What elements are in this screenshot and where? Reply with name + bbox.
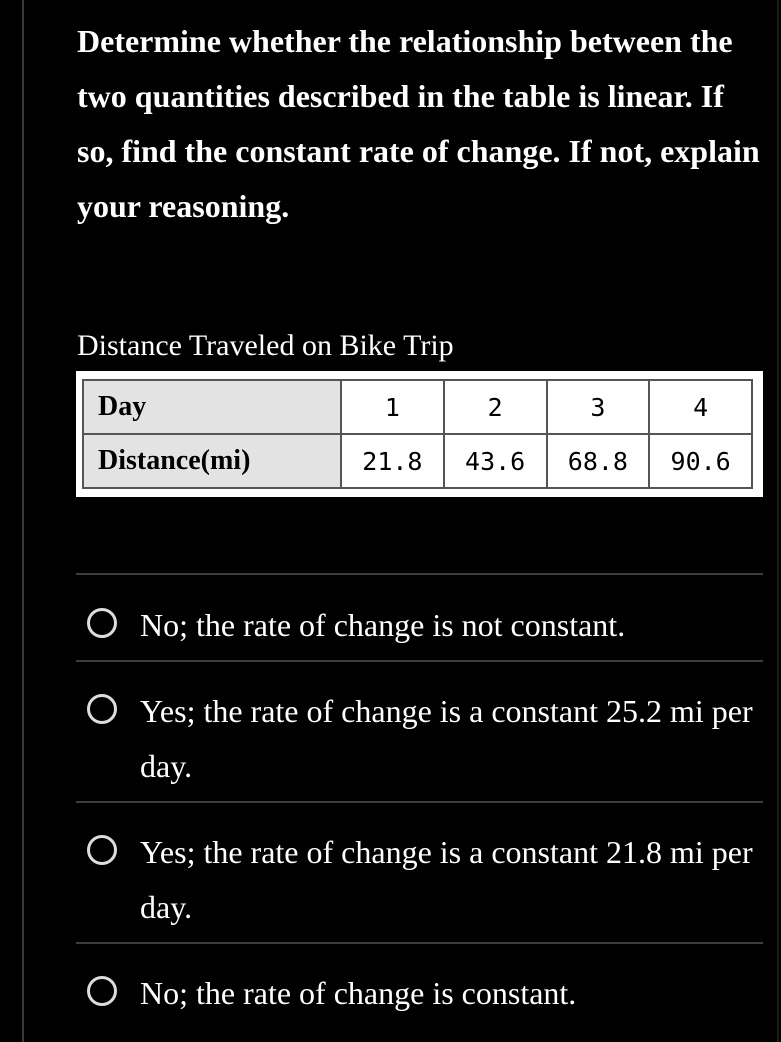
right-border bbox=[777, 0, 779, 1042]
divider bbox=[76, 801, 763, 803]
answer-option-1[interactable] bbox=[86, 598, 766, 656]
row-header-distance: Distance(mi) bbox=[83, 434, 341, 488]
table-cell: 43.6 bbox=[444, 434, 547, 488]
table-title: Distance Traveled on Bike Trip bbox=[77, 329, 454, 362]
radio-button[interactable] bbox=[87, 694, 117, 724]
data-table bbox=[82, 379, 753, 489]
table-cell: 1 bbox=[341, 380, 444, 434]
table-cell: 90.6 bbox=[649, 434, 752, 488]
answer-option-label: No; the rate of change is not constant. bbox=[140, 607, 626, 643]
radio-button[interactable] bbox=[87, 608, 117, 638]
table-cell: 21.8 bbox=[341, 434, 444, 488]
answer-option-label: Yes; the rate of change is a constant 25.2 mi per day. bbox=[140, 693, 753, 784]
table-row-distance bbox=[83, 434, 752, 488]
left-border bbox=[22, 0, 24, 1042]
answer-option-label: Yes; the rate of change is a constant 21.8 mi per day. bbox=[140, 834, 753, 925]
divider bbox=[76, 660, 763, 662]
row-header-day: Day bbox=[83, 380, 341, 434]
radio-button[interactable] bbox=[87, 976, 117, 1006]
radio-button[interactable] bbox=[87, 835, 117, 865]
table-cell: 3 bbox=[547, 380, 650, 434]
table-cell: 68.8 bbox=[547, 434, 650, 488]
answer-option-4[interactable] bbox=[86, 966, 766, 1024]
table-cell: 2 bbox=[444, 380, 547, 434]
data-table-container bbox=[76, 371, 763, 497]
answer-option-3[interactable] bbox=[86, 825, 766, 935]
table-row-day bbox=[83, 380, 752, 434]
answer-option-2[interactable] bbox=[86, 684, 766, 794]
table-cell: 4 bbox=[649, 380, 752, 434]
question-text: Determine whether the relationship between the two quantities described in the table is linear. If so, find the constant rate of change. If not, explain your reasoning. bbox=[77, 23, 760, 224]
divider bbox=[76, 573, 763, 575]
answer-option-label: No; the rate of change is constant. bbox=[140, 975, 577, 1011]
divider bbox=[76, 942, 763, 944]
